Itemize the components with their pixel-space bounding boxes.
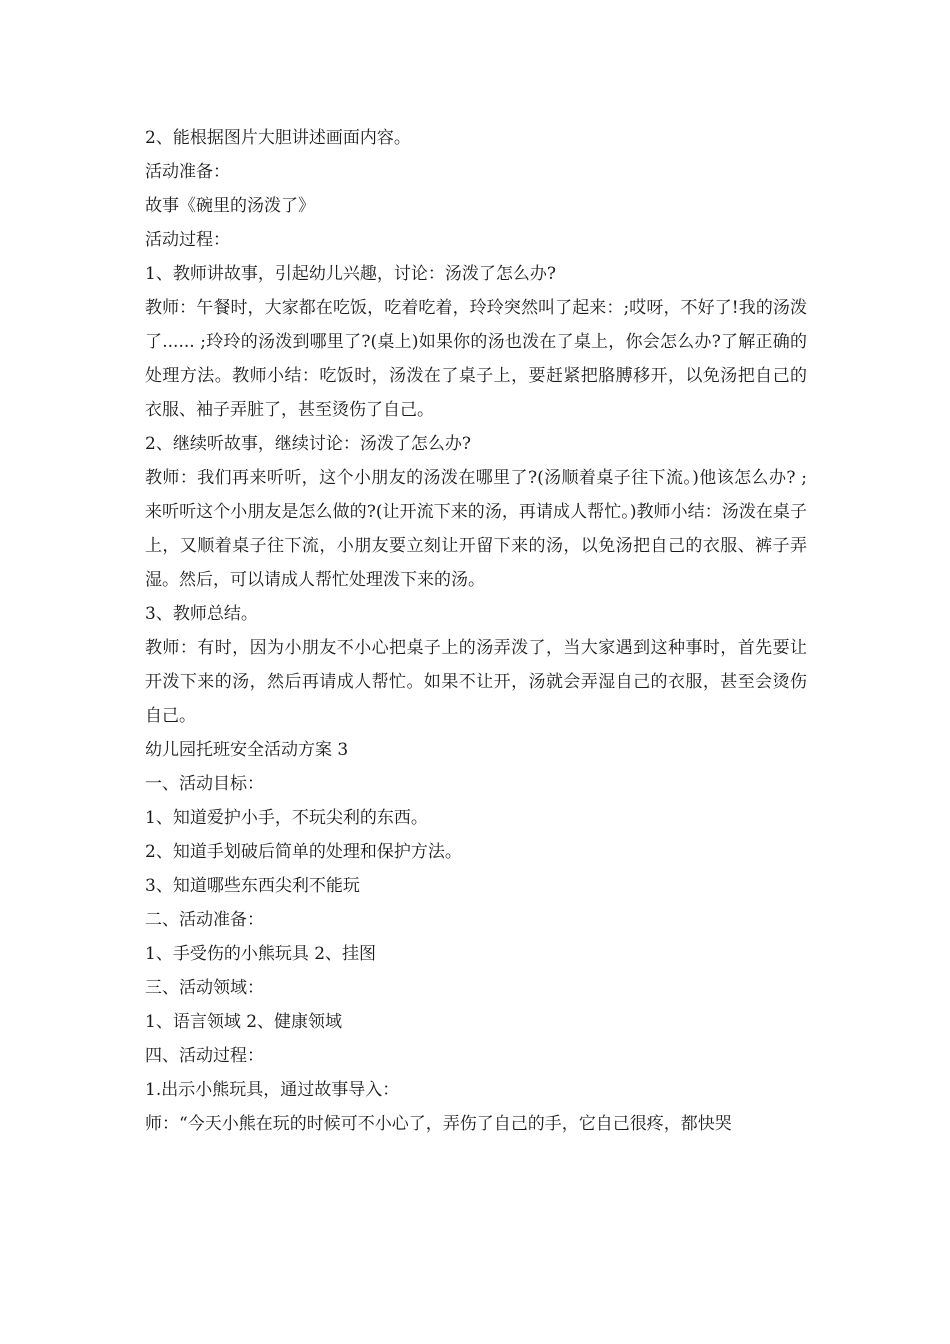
paragraph-goal-item-3: 3、知道哪些东西尖利不能玩 bbox=[145, 876, 360, 896]
heading-process: 四、活动过程： bbox=[145, 1046, 264, 1066]
paragraph-preparation-items: 1、手受伤的小熊玩具 2、挂图 bbox=[145, 944, 377, 964]
paragraph-goal-item-1: 1、知道爱护小手，不玩尖利的东西。 bbox=[145, 808, 428, 828]
heading-activity-preparation: 活动准备： bbox=[145, 162, 230, 182]
paragraph-goal-item-2: 2、知道手划破后简单的处理和保护方法。 bbox=[145, 842, 462, 862]
heading-activity-process: 活动过程： bbox=[145, 230, 230, 250]
paragraph-step-3: 3、教师总结。 bbox=[145, 604, 258, 624]
paragraph-step-1: 1、教师讲故事，引起幼儿兴趣，讨论：汤泼了怎么办? bbox=[145, 264, 556, 284]
paragraph-story-title: 故事《碗里的汤泼了》 bbox=[145, 196, 315, 216]
heading-preparation: 二、活动准备： bbox=[145, 910, 264, 930]
paragraph-teacher-summary: 教师：有时，因为小朋友不小心把桌子上的汤弄泼了，当大家遇到这种事时，首先要让开泼下来的汤，然后再请成人帮忙。如果不让开，汤就会弄湿自己的衣服，甚至会烫伤自己。 bbox=[145, 638, 807, 726]
document-body bbox=[145, 121, 807, 1141]
section-title-plan-3: 幼儿园托班安全活动方案 3 bbox=[145, 740, 349, 760]
paragraph-process-step-1: 1.出示小熊玩具，通过故事导入： bbox=[145, 1080, 400, 1100]
paragraph-domain-items: 1、语言领域 2、健康领域 bbox=[145, 1012, 343, 1032]
paragraph-teacher-quote: 师：“今天小熊在玩的时候可不小心了，弄伤了自己的手，它自己很疼，都快哭 bbox=[145, 1114, 732, 1134]
heading-activity-domain: 三、活动领域： bbox=[145, 978, 264, 998]
heading-activity-goals: 一、活动目标： bbox=[145, 774, 264, 794]
paragraph-goal-2: 2、能根据图片大胆讲述画面内容。 bbox=[145, 128, 411, 148]
paragraph-teacher-lunch-story: 教师：午餐时，大家都在吃饭，吃着吃着，玲玲突然叫了起来：;哎呀，不好了!我的汤泼了...... ;玲玲的汤泼到哪里了?(桌上)如果你的汤也泼在了桌上，你会怎么办?了解正确的处理方法。教师小结：吃饭时，汤泼在了桌子上，要赶紧把胳膊移开，以免汤把自己的衣服、袖子弄脏了，甚至烫伤了自己。 bbox=[145, 298, 807, 420]
paragraph-teacher-continue-story: 教师：我们再来听听，这个小朋友的汤泼在哪里了?(汤顺着桌子往下流。)他该怎么办? ;来听听这个小朋友是怎么做的?(让开流下来的汤，再请成人帮忙。)教师小结：汤泼在桌子上，又顺着桌子往下流，小朋友要立刻让开留下来的汤，以免汤把自己的衣服、裤子弄湿。然后，可以请成人帮忙处理泼下来的汤。 bbox=[145, 468, 807, 590]
paragraph-step-2: 2、继续听故事，继续讨论：汤泼了怎么办? bbox=[145, 434, 471, 454]
